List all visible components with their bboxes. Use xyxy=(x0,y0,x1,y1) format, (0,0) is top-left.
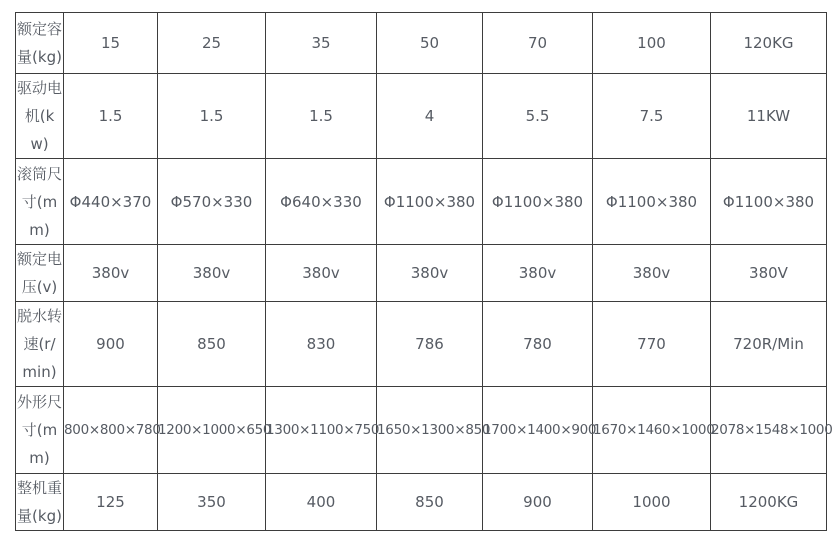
spec-cell: 70 xyxy=(483,13,593,74)
table-row xyxy=(16,387,827,474)
spec-cell: 786 xyxy=(377,302,483,387)
spec-cell: 770 xyxy=(593,302,711,387)
spec-cell: 1670×1460×1000 xyxy=(593,387,711,474)
spec-cell: 380v xyxy=(377,245,483,302)
spec-cell: Φ1100×380 xyxy=(711,159,827,245)
spec-cell: 380v xyxy=(64,245,158,302)
spec-cell: Φ440×370 xyxy=(64,159,158,245)
spec-cell: 900 xyxy=(64,302,158,387)
spec-cell: 380v xyxy=(593,245,711,302)
spec-cell: 380v xyxy=(483,245,593,302)
spec-cell: 1700×1400×900 xyxy=(483,387,593,474)
spec-cell: 900 xyxy=(483,474,593,531)
spec-cell: Φ640×330 xyxy=(266,159,377,245)
spec-cell: 50 xyxy=(377,13,483,74)
spec-cell: 380v xyxy=(266,245,377,302)
spec-cell: Φ1100×380 xyxy=(593,159,711,245)
spec-cell: 100 xyxy=(593,13,711,74)
spec-cell: 1.5 xyxy=(158,74,266,159)
spec-cell: Φ1100×380 xyxy=(483,159,593,245)
spec-cell: 720R/Min xyxy=(711,302,827,387)
table-row xyxy=(16,474,827,531)
row-header: 滚筒尺寸(mm) xyxy=(16,159,64,245)
spec-cell: 850 xyxy=(158,302,266,387)
spec-cell: 35 xyxy=(266,13,377,74)
spec-cell: 125 xyxy=(64,474,158,531)
spec-cell: 1.5 xyxy=(64,74,158,159)
spec-cell: Φ570×330 xyxy=(158,159,266,245)
spec-cell: 2078×1548×1000 xyxy=(711,387,827,474)
spec-cell: Φ1100×380 xyxy=(377,159,483,245)
spec-cell: 380V xyxy=(711,245,827,302)
spec-cell: 1000 xyxy=(593,474,711,531)
spec-cell: 120KG xyxy=(711,13,827,74)
table-row xyxy=(16,74,827,159)
spec-cell: 780 xyxy=(483,302,593,387)
row-header: 外形尺寸(mm) xyxy=(16,387,64,474)
spec-cell: 4 xyxy=(377,74,483,159)
spec-cell: 1650×1300×850 xyxy=(377,387,483,474)
table-row xyxy=(16,245,827,302)
spec-cell: 5.5 xyxy=(483,74,593,159)
spec-cell: 11KW xyxy=(711,74,827,159)
spec-cell: 1200×1000×650 xyxy=(158,387,266,474)
spec-cell: 800×800×780 xyxy=(64,387,158,474)
spec-cell: 400 xyxy=(266,474,377,531)
row-header: 额定容量(kg) xyxy=(16,13,64,74)
row-header: 驱动电机(kw) xyxy=(16,74,64,159)
spec-cell: 350 xyxy=(158,474,266,531)
spec-cell: 7.5 xyxy=(593,74,711,159)
spec-cell: 380v xyxy=(158,245,266,302)
table-row xyxy=(16,302,827,387)
row-header: 脱水转速(r/min) xyxy=(16,302,64,387)
spec-table xyxy=(15,12,833,531)
spec-cell: 15 xyxy=(64,13,158,74)
table-row xyxy=(16,13,827,74)
spec-cell: 1.5 xyxy=(266,74,377,159)
spec-cell: 1200KG xyxy=(711,474,827,531)
spec-cell: 850 xyxy=(377,474,483,531)
spec-cell: 1300×1100×750 xyxy=(266,387,377,474)
table-row xyxy=(16,159,827,245)
spec-cell: 25 xyxy=(158,13,266,74)
row-header: 额定电压(v) xyxy=(16,245,64,302)
row-header: 整机重量(kg) xyxy=(16,474,64,531)
spec-cell: 830 xyxy=(266,302,377,387)
